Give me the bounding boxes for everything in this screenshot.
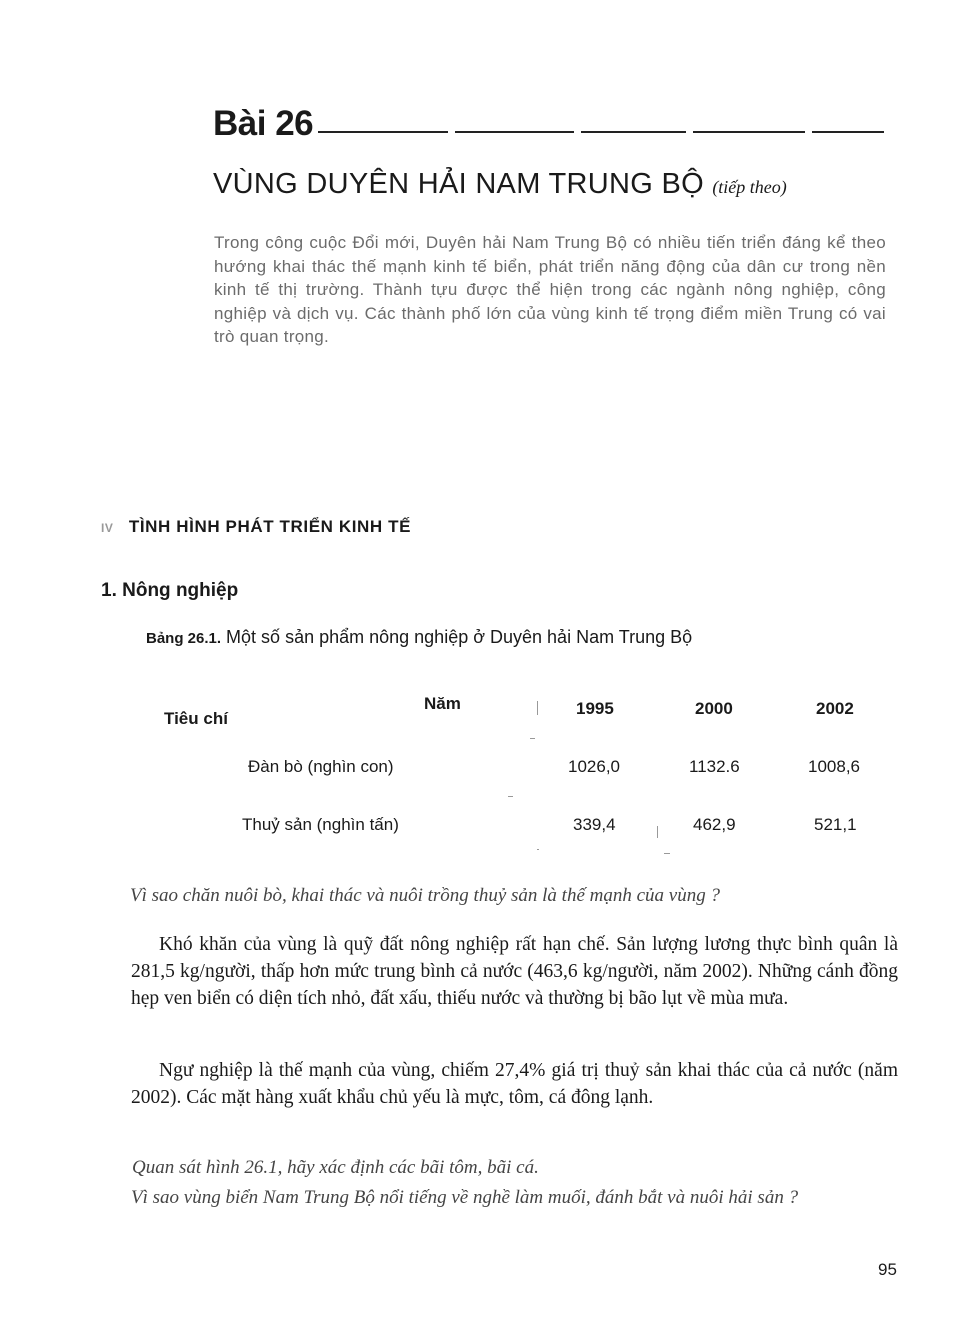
table-row-label: Đàn bò (nghìn con) <box>248 757 394 776</box>
table-year-header: 2000 <box>695 699 733 718</box>
table-cell: 1008,6 <box>808 757 860 776</box>
rule-gap <box>448 129 455 135</box>
table-year-header: 2002 <box>816 699 854 718</box>
table-speck <box>537 849 539 850</box>
paragraph-1: Khó khăn của vùng là quỹ đất nông nghiệp rất hạn chế. Sản lượng lương thực bình quân là 281,5 kg/người, thấp hơn mức trung bình cả nước (463,6 kg/người, năm 2002). Những cánh đồng hẹp ven biển có diện tích nhỏ, đất xấu, thiếu nước và thường bị bão lụt về mùa mưa. <box>131 934 898 1009</box>
table-speck <box>657 826 658 838</box>
table-corner-year: Năm <box>424 694 461 713</box>
table-cell: 1132.6 <box>689 757 740 776</box>
table-caption-label: Bảng 26.1. <box>146 630 222 647</box>
rule-gap <box>805 129 812 135</box>
question-2: Quan sát hình 26.1, hãy xác định các bãi tôm, bãi cá. <box>132 1157 539 1178</box>
question-3: Vì sao vùng biển Nam Trung Bộ nổi tiếng về nghề làm muối, đánh bắt và nuôi hải sản ? <box>131 1187 799 1208</box>
table-speck <box>537 701 538 715</box>
table-cell: 521,1 <box>814 815 857 834</box>
table-speck <box>508 796 513 797</box>
section-bullet: IV <box>101 520 114 535</box>
table-row-label: Thuỷ sản (nghìn tấn) <box>242 815 399 834</box>
intro-paragraph: Trong công cuộc Đổi mới, Duyên hải Nam Trung Bộ có nhiều tiến triển đáng kể theo hướng khai thác thế mạnh kinh tế biển, phát triển năng động của dân cư trong nền kinh tế thị trường. Thành tựu được thể hiện trong các ngành nông nghiệp, công nghiệp và dịch vụ. Các thành phố lớn của vùng kinh tế trọng điểm miền Trung có vai trò quan trọng. <box>214 233 886 346</box>
table-speck <box>664 853 670 854</box>
section-heading <box>101 517 411 537</box>
table-cell: 462,9 <box>693 815 736 834</box>
subsection-heading: 1. Nông nghiệp <box>101 580 239 601</box>
lesson-title <box>213 165 787 206</box>
paragraph-2: Ngư nghiệp là thế mạnh của vùng, chiếm 27,4% giá trị thuỷ sản khai thác của cả nước (năm 2002). Các mặt hàng xuất khẩu chủ yếu là mực, tôm, cá đông lạnh. <box>131 1060 898 1108</box>
table-caption-text: Một số sản phẩm nông nghiệp ở Duyên hải Nam Trung Bộ <box>226 627 693 647</box>
lesson-title-text: VÙNG DUYÊN HẢI NAM TRUNG BỘ <box>213 168 704 200</box>
lesson-continued: (tiếp theo) <box>712 177 787 197</box>
section-heading-text: TÌNH HÌNH PHÁT TRIỂN KINH TẾ <box>128 517 412 536</box>
page-number: 95 <box>878 1260 897 1279</box>
table-cell: 339,4 <box>573 815 616 834</box>
rule-gap <box>574 129 581 135</box>
table-cell: 1026,0 <box>568 757 620 776</box>
question-1: Vì sao chăn nuôi bò, khai thác và nuôi trồng thuỷ sản là thế mạnh của vùng ? <box>130 885 720 906</box>
rule-gap <box>686 129 693 135</box>
title-rule <box>318 131 884 133</box>
lesson-number: Bài 26 <box>213 104 314 143</box>
table-speck <box>530 738 535 739</box>
table-caption <box>146 627 692 648</box>
table-year-header: 1995 <box>576 699 614 718</box>
table-corner-criteria: Tiêu chí <box>164 709 228 728</box>
